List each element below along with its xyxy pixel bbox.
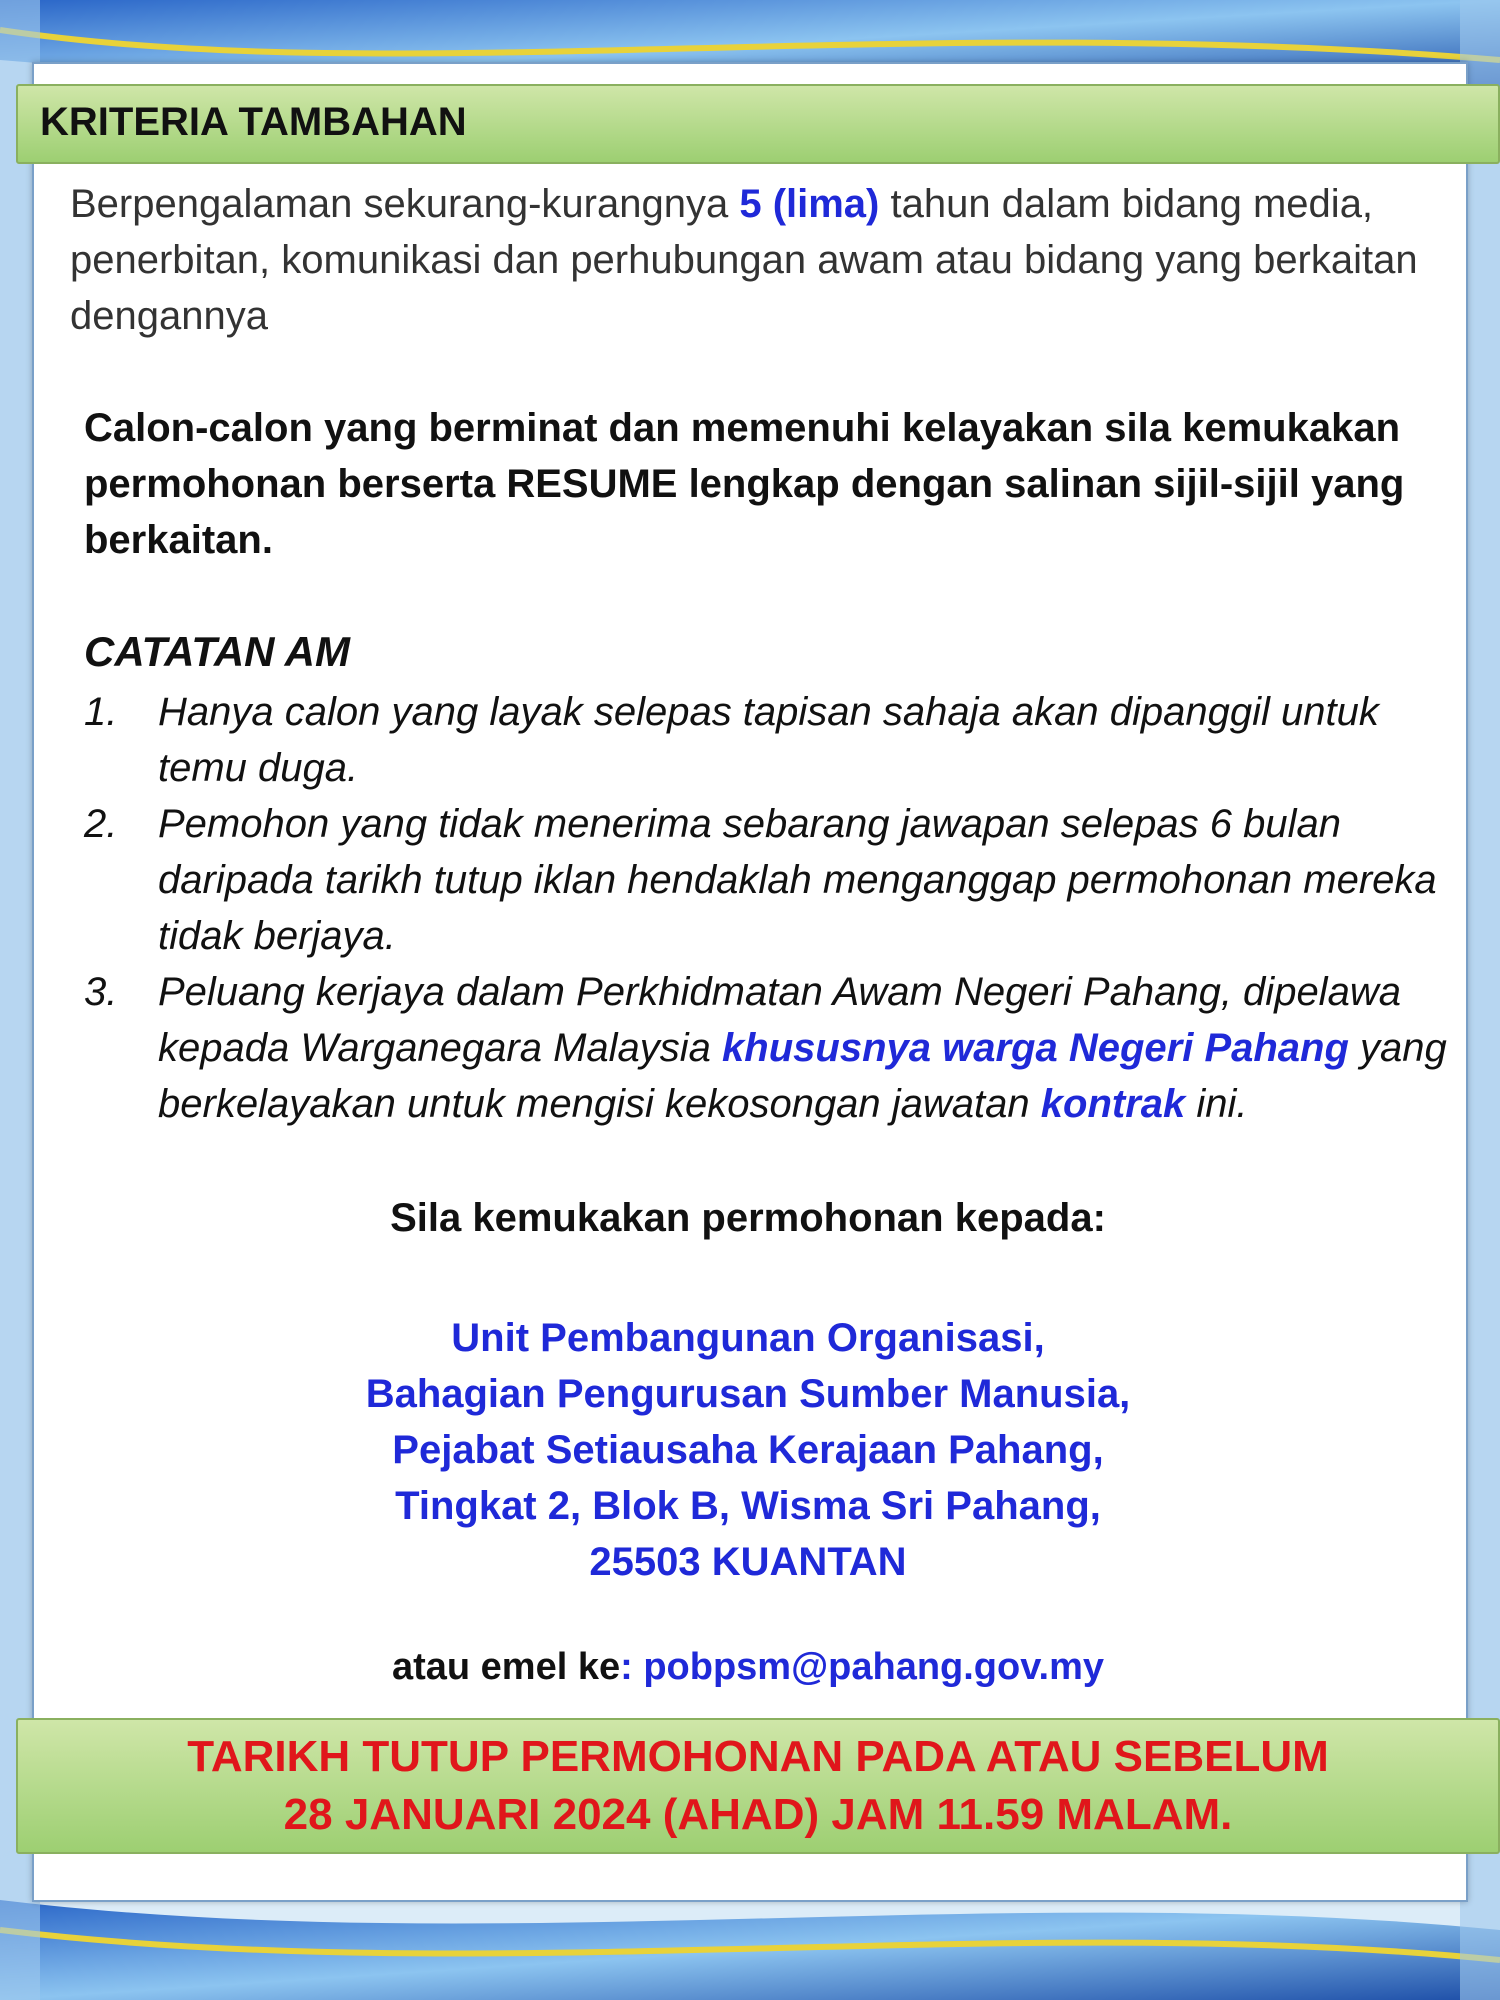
email-link[interactable]: pobpsm@pahang.gov.my: [643, 1646, 1105, 1688]
note-item: [84, 684, 1464, 796]
note-text-part: yang berkelayakan untuk mengisi kekosongan jawatan: [158, 1026, 1447, 1126]
address-line: Pejabat Setiausaha Kerajaan Pahang,: [392, 1428, 1104, 1472]
experience-paragraph: [70, 176, 1480, 344]
note-text: Hanya calon yang layak selepas tapisan sahaja akan dipanggil untuk temu duga.: [158, 690, 1379, 790]
address-line: 25503 KUANTAN: [589, 1540, 907, 1584]
note-text: [158, 964, 1464, 1132]
address-line: Unit Pembangunan Organisasi,: [451, 1316, 1045, 1360]
notes-title: CATATAN AM: [84, 628, 350, 675]
closing-band: [16, 1718, 1500, 1854]
note-highlight: khususnya warga Negeri Pahang: [722, 1026, 1349, 1070]
note-text: Pemohon yang tidak menerima sebarang jawapan selepas 6 bulan daripada tarikh tutup iklan hendaklah menganggap permohonan mereka tidak berjaya.: [158, 802, 1437, 958]
note-highlight: kontrak: [1040, 1082, 1186, 1126]
email-colon: :: [620, 1646, 644, 1688]
experience-years: 5 (lima): [739, 182, 880, 226]
email-prefix: atau emel ke: [391, 1646, 621, 1688]
notes-list: [84, 684, 1464, 1132]
submission-heading: Sila kemukakan permohonan kepada:: [390, 1196, 1106, 1240]
address-line: Bahagian Pengurusan Sumber Manusia,: [365, 1372, 1131, 1416]
note-item: [84, 964, 1464, 1132]
experience-text-before: Berpengalaman sekurang-kurangnya: [70, 182, 740, 226]
experience-text-after: tahun dalam bidang media, penerbitan, komunikasi dan perhubungan awam atau bidang yang berkaitan dengannya: [70, 182, 1418, 338]
closing-line-2: 28 JANUARI 2024 (AHAD) JAM 11.59 MALAM.: [283, 1790, 1233, 1839]
note-number: 3.: [84, 970, 118, 1014]
note-item: [84, 796, 1464, 964]
application-instructions: Calon-calon yang berminat dan memenuhi kelayakan sila kemukakan permohonan berserta RESUME lengkap dengan salinan sijil-sijil yang berkaitan.: [84, 406, 1405, 562]
closing-notice: [18, 1728, 1498, 1844]
address-line: Tingkat 2, Blok B, Wisma Sri Pahang,: [395, 1484, 1101, 1528]
email-line: [32, 1646, 1464, 1689]
note-text-part: Peluang kerjaya dalam Perkhidmatan Awam Negeri Pahang, dipelawa kepada Warganegara Malaysia: [158, 970, 1401, 1070]
section-title: KRITERIA TAMBAHAN: [40, 100, 467, 144]
note-text-part: ini.: [1185, 1082, 1248, 1126]
note-number: 1.: [84, 690, 118, 734]
closing-line-1: TARIKH TUTUP PERMOHONAN PADA ATAU SEBELUM: [187, 1732, 1329, 1781]
address-block: [32, 1310, 1464, 1590]
header-band: [16, 84, 1500, 164]
note-number: 2.: [84, 802, 118, 846]
